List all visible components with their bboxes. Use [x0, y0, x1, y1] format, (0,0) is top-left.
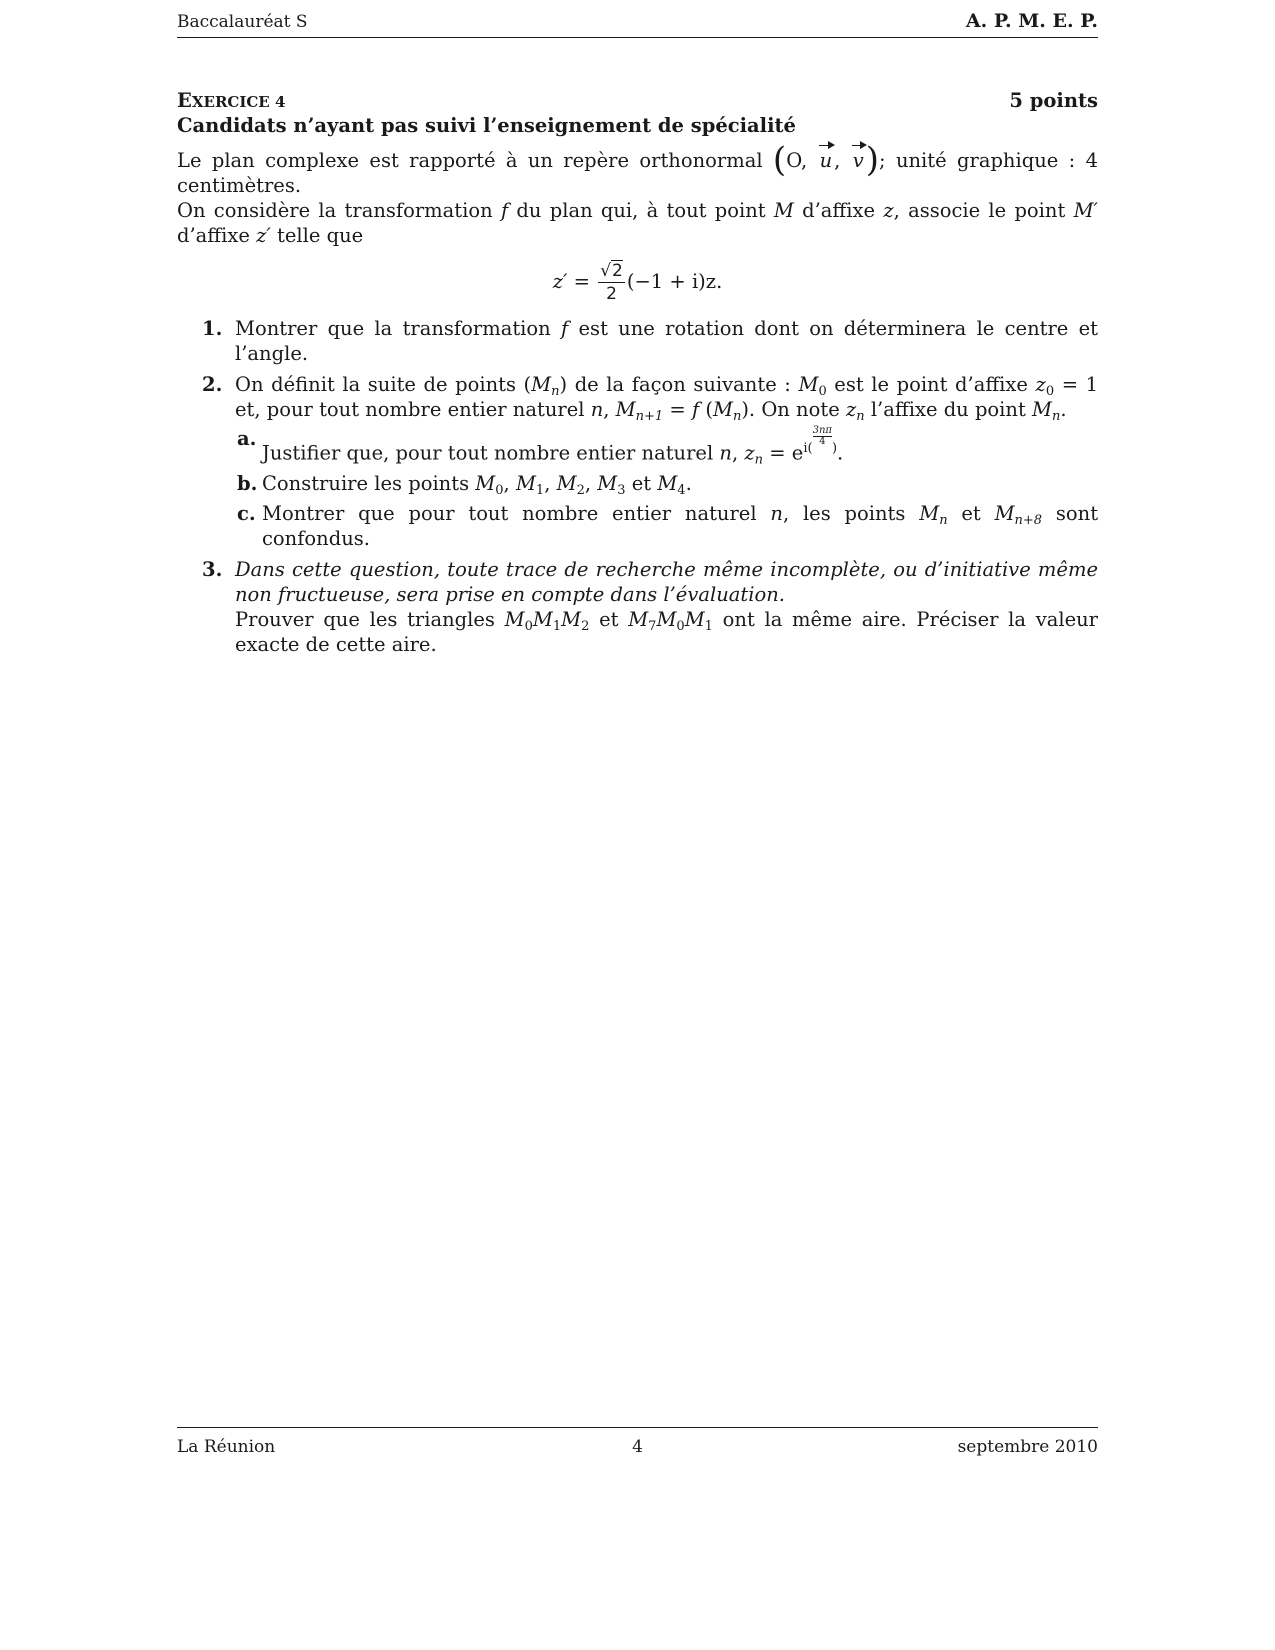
question-2-subparts — [235, 426, 1098, 551]
exercise-content — [177, 88, 1098, 663]
page-number: 4 — [632, 1437, 643, 1457]
question-3: 3. Dans cette question, toute trace de recherche même incomplète, ou d’initiative même non fructueuse, sera prise en compte dans l’évaluation. Prouver que les triangles $M_0M_1M_2$ et $M_7M_0M_1$ ont la même aire. Préciser la valeur exacte de cette aire. — [202, 557, 1098, 656]
intro-line-2: On considère la transformation f du plan qui, à tout point M d’affixe z, associe le point M′ d’affixe z′ telle que — [177, 199, 1098, 247]
footer-left: La Réunion — [177, 1437, 276, 1457]
intro-line-1: Le plan complexe est rapporté à un repère orthonormal (O, u , v); unité graphique : 4 centimètres. — [177, 140, 1098, 197]
question-2c: c. Montrer que pour tout nombre entier naturel n, les points $M_n$ et $M_{n+8}$ sont confondus. — [237, 501, 1099, 550]
question-2a: a. Justifier que, pour tout nombre entier naturel n, $z_n = e^{i( \frac{3n\pi}{4} )}$. — [237, 425, 844, 468]
page-footer — [177, 1427, 1098, 1457]
question-list — [177, 316, 1098, 657]
question-1: 1. Montrer que la transformation f est une rotation dont on déterminera le centre et l’angle. — [202, 317, 1099, 365]
header-right: A. P. M. E. P. — [965, 10, 1098, 32]
header-left: Baccalauréat S — [177, 12, 308, 32]
exercise-heading — [177, 88, 1098, 113]
exercise-title: EXERCICE 4 — [177, 89, 286, 112]
footer-right: septembre 2010 — [957, 1437, 1098, 1457]
question-2: 2. On définit la suite de points $(M_n)$ de la façon suivante : $M_0$ est le point d’affixe $z_0 = 1$ et, pour tout nombre entier naturel n, $M_{n+1} = f$ $(M_n)$. On note $z_n$ l’affixe du point $M_n$. a. Justifier que, pour tout nombre entier naturel n, $z_n = e^{i( \frac{3n\pi}{4} )}$. b. Construire les points $M_0$, $M_1$, $M_2$, $M_3$ et $M_4$. c. Montrer que pour tout nombre entier naturel n, les points $M_n$ et $M_{n+8}$ sont confondus. — [202, 373, 1099, 550]
question-3-note: Dans cette question, toute trace de recherche même incomplète, ou d’initiative même non fructueuse, sera prise en compte dans l’évaluation. — [235, 557, 1098, 606]
question-2b: b. Construire les points $M_0$, $M_1$, $M_2$, $M_3$ et $M_4$. — [237, 471, 692, 498]
transformation-formula: z′ = $\frac{√2}{2}$ (−1 + i)z. — [552, 261, 723, 304]
exercise-points: 5 points — [1009, 89, 1098, 112]
exercise-subtitle: Candidats n’ayant pas suivi l’enseignement de spécialité — [177, 114, 796, 137]
page-header — [177, 10, 1098, 38]
